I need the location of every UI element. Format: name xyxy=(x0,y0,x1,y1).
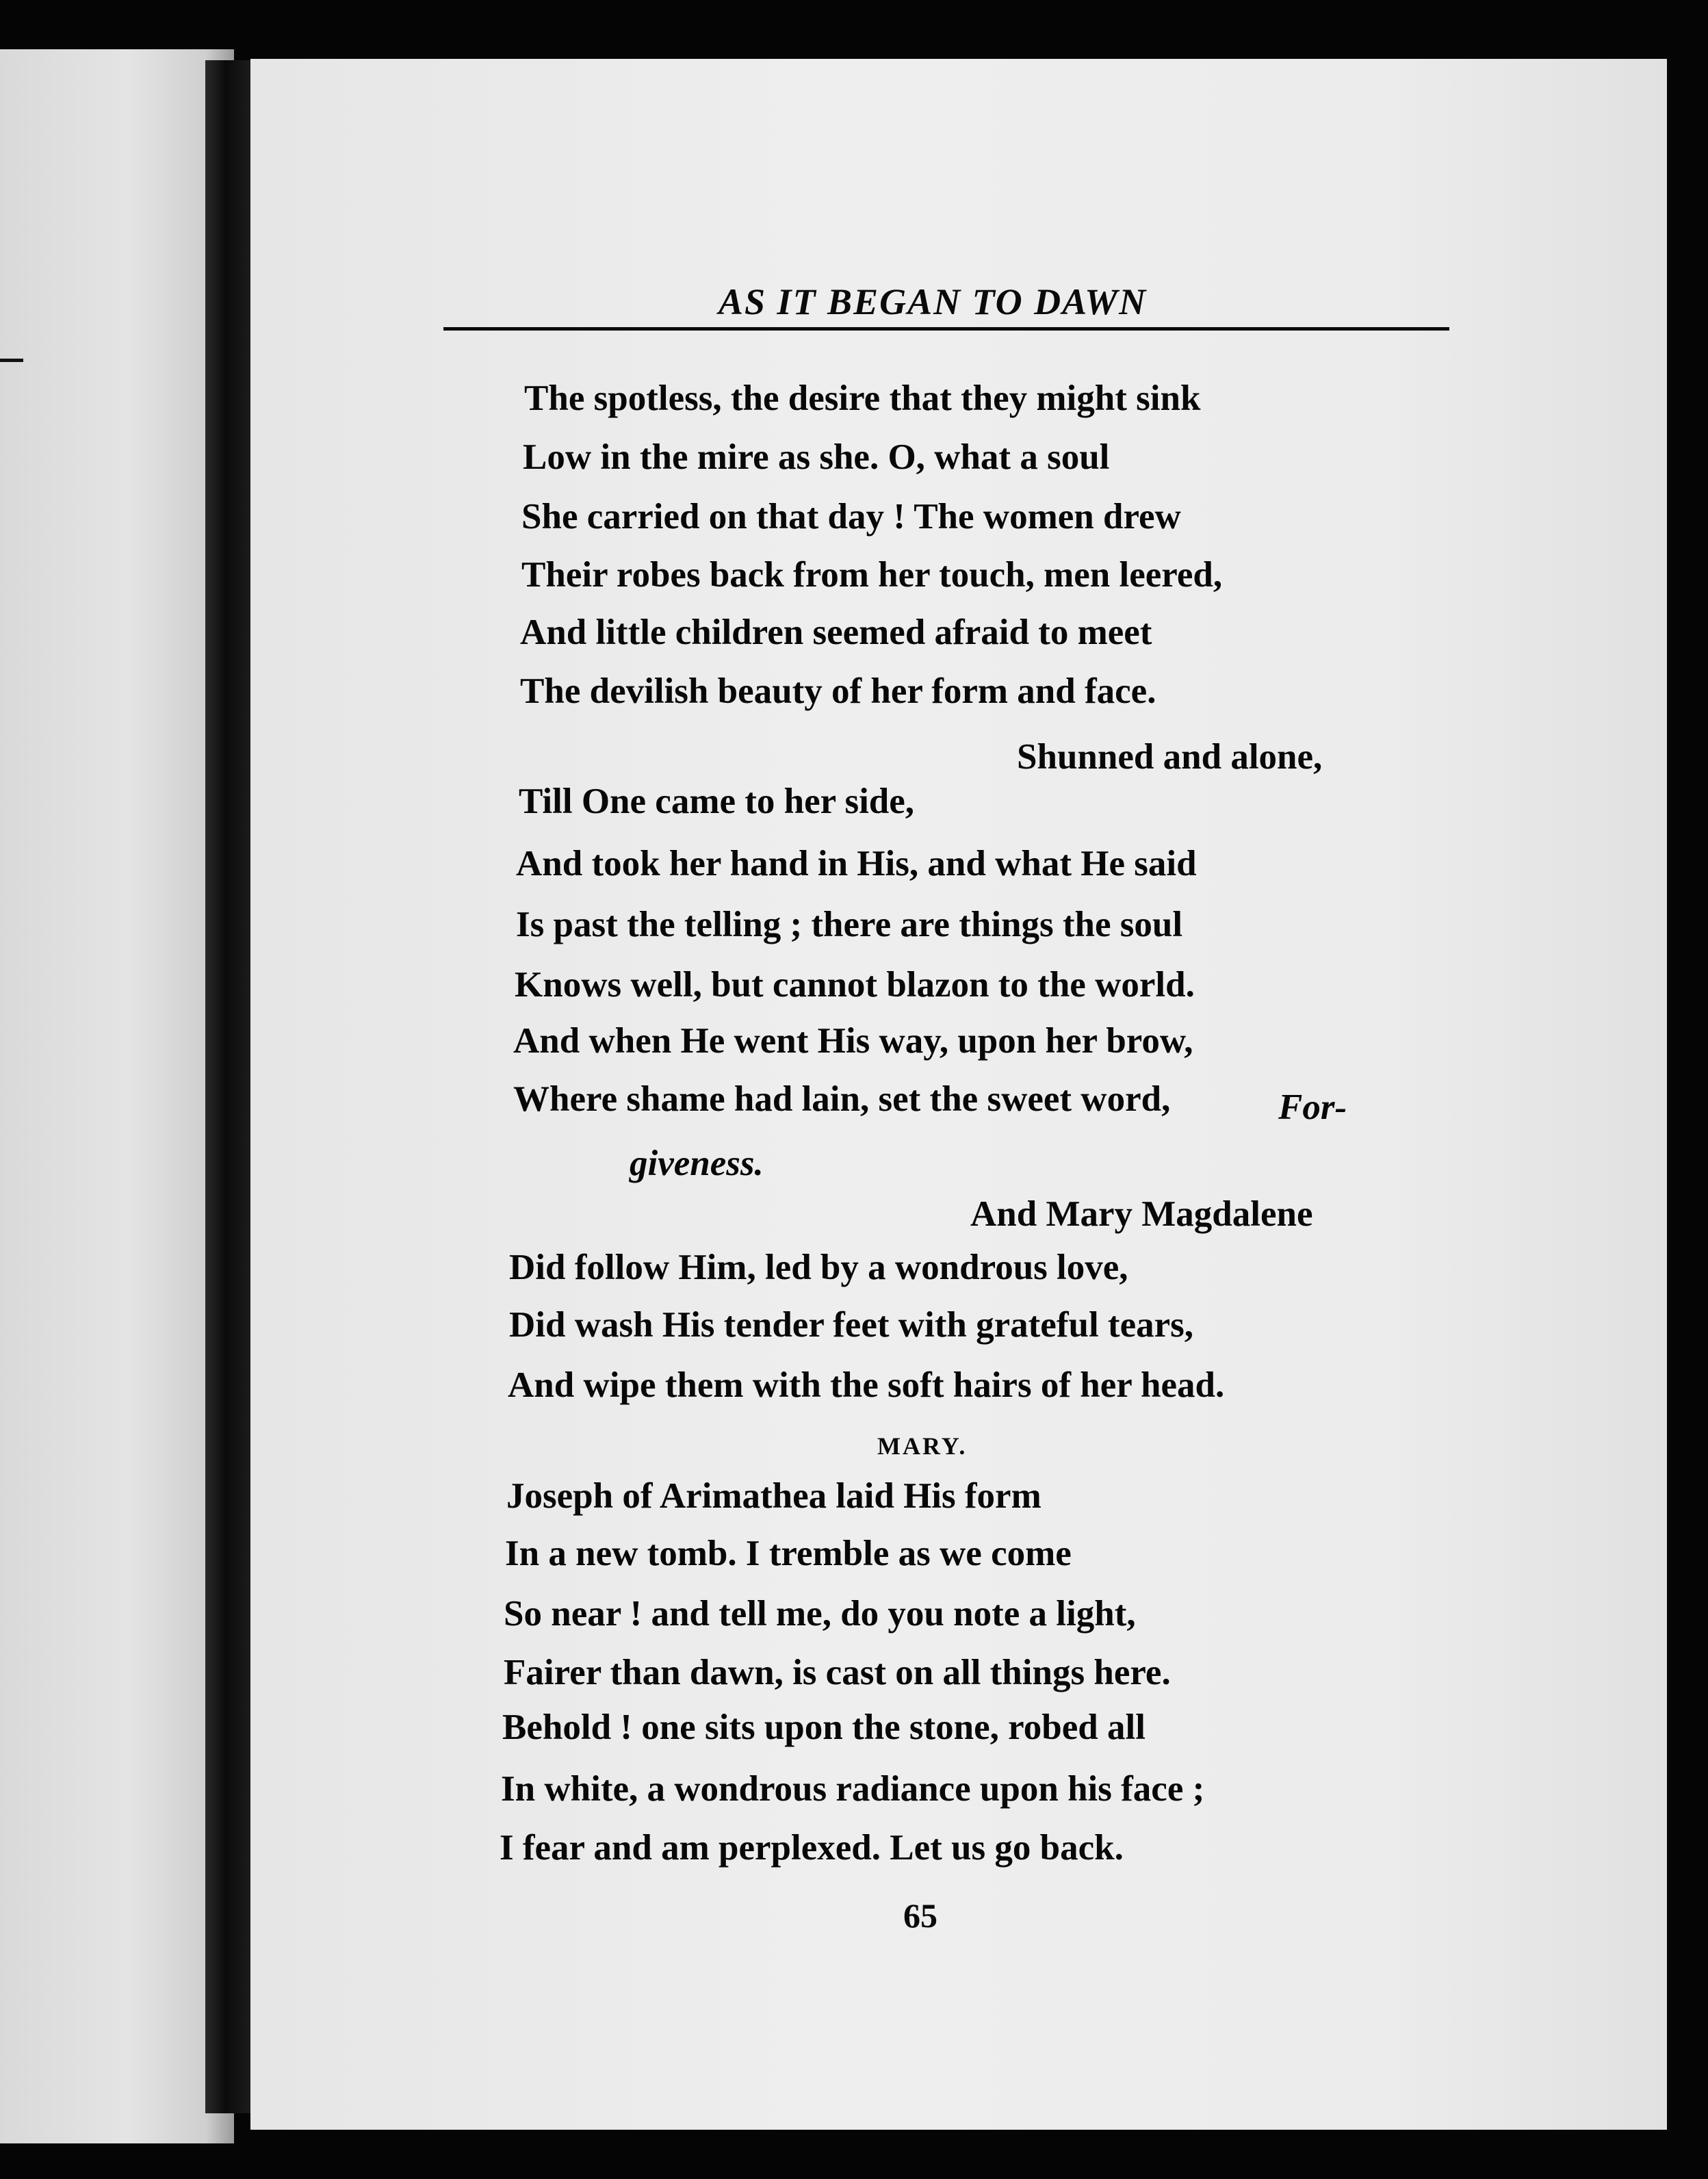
poem-line: Joseph of Arimathea laid His form xyxy=(506,1476,1041,1516)
poem-line: Where shame had lain, set the sweet word, xyxy=(513,1079,1171,1119)
poem-line: Knows well, but cannot blazon to the world. xyxy=(515,965,1195,1005)
speaker-heading: MARY. xyxy=(877,1432,968,1460)
poem-line: Fairer than dawn, is cast on all things here. xyxy=(504,1653,1171,1692)
poem-line: Till One came to her side, xyxy=(519,782,915,821)
poem-line: And little children seemed afraid to meet xyxy=(520,613,1152,652)
poem-line: Behold ! one sits upon the stone, robed all xyxy=(502,1707,1146,1747)
poem-line: And wipe them with the soft hairs of her head. xyxy=(508,1365,1225,1405)
poem-line: She carried on that day ! The women drew xyxy=(521,497,1181,537)
poem-line: Did wash His tender feet with grateful tears, xyxy=(509,1305,1193,1345)
poem-line: I fear and am perplexed. Let us go back. xyxy=(500,1828,1124,1868)
poem-line: And took her hand in His, and what He said xyxy=(516,844,1197,884)
poem-line: Their robes back from her touch, men leered, xyxy=(521,555,1223,595)
poem-line: So near ! and tell me, do you note a light, xyxy=(504,1594,1136,1634)
poem-line: And when He went His way, upon her brow, xyxy=(513,1021,1193,1061)
page-number: 65 xyxy=(903,1896,937,1935)
poem-line: Is past the telling ; there are things the soul xyxy=(516,905,1183,944)
poem-line: The spotless, the desire that they might sink xyxy=(524,378,1201,418)
poem-line: Shunned and alone, xyxy=(1017,737,1323,777)
poem-line: Low in the mire as she. O, what a soul xyxy=(523,437,1110,477)
poem-line: Did follow Him, led by a wondrous love, xyxy=(509,1248,1128,1287)
poem-line: The devilish beauty of her form and face. xyxy=(520,671,1156,711)
poem-line-italic-hyphen: For- xyxy=(1278,1087,1347,1127)
poem-line: In white, a wondrous radiance upon his face ; xyxy=(501,1769,1205,1809)
running-head: AS IT BEGAN TO DAWN xyxy=(719,281,1148,322)
poem-line: And Mary Magdalene xyxy=(970,1194,1313,1234)
poem-line-italic: giveness. xyxy=(630,1144,764,1183)
poem-line: In a new tomb. I tremble as we come xyxy=(505,1534,1072,1573)
